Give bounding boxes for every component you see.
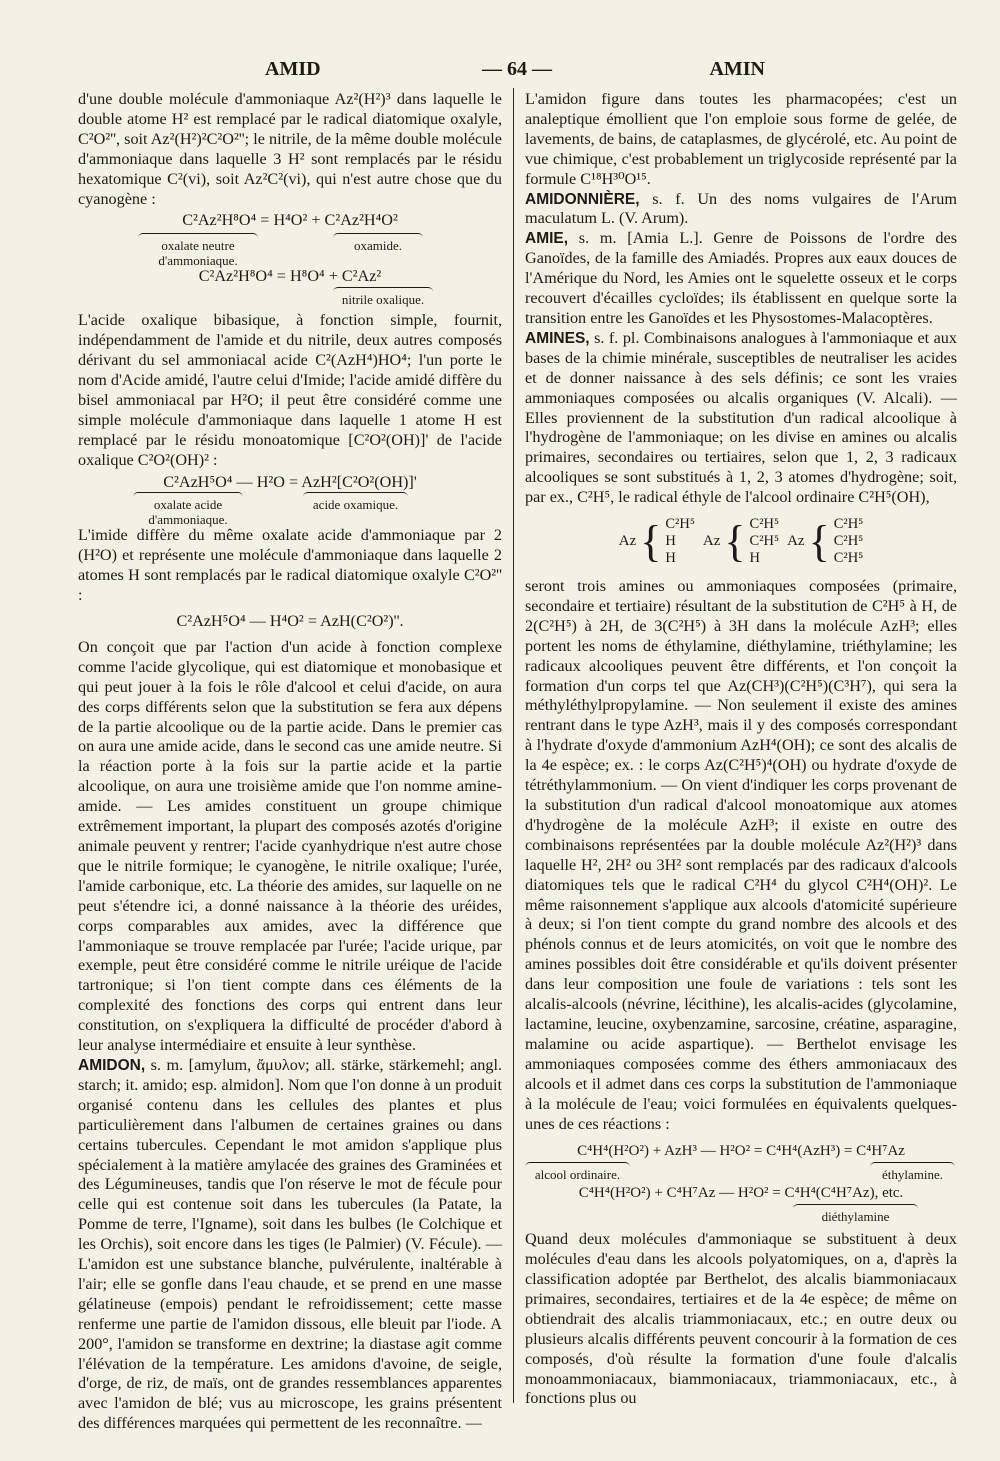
equation-diethylamine-labels <box>525 1204 957 1226</box>
entry-amines <box>525 329 957 508</box>
amide-continuation-paragraph: d'une double molécule d'ammoniaque Az²(H²)³ dans laquelle le double atome H² est remplacé par le radical diatomique oxalyle, C²O²'', soit Az²(H²)²C²O²''; le nitrile, de la même double molécule d'ammoniaque dans laquelle 3 H² sont remplacés par le résidu hexatomique C²(vi), soit Az²C²(vi), qui n'est autre chose que du cyanogène : <box>78 90 502 208</box>
label-ethylamine: éthylamine. <box>881 1167 943 1183</box>
entry-amidonniere-body: s. f. Un des noms vulgaires de l'Arum maculatum L. (V. Arum). <box>525 189 957 228</box>
headword-amidon: AMIDON, <box>78 1056 146 1074</box>
label-diethylamine: diéthylamine <box>821 1209 890 1225</box>
equation-ethylamine-labels <box>525 1162 957 1183</box>
imide-paragraph: L'imide diffère du même oxalate acide d'ammoniaque par 2 (H²O) et représente une molécule d'ammoniaque dans laquelle 2 atomes H sont remplacés par le radical diatomique oxalyle C²O²'' : <box>78 526 502 605</box>
polyatomic-alcohols-paragraph: Quand deux molécules d'ammoniaque se substituent à deux molécules d'eau dans les alcools polyatomiques, on a, d'après la classification adoptée par Berthelot, des alcalis biammoniacaux primaires, secondaires, tertiaires et de la 4e espèce; de même on obtiendrait des alcalis triammoniacaux, etc.; en outre deux ou plusieurs alcalis différents peuvent concourir à la formation de ces composés, d'où résulte la formation d'une foule d'alcalis monoammoniacaux, biammoniacaux, triammoniacaux, etc., à fonctions plus ou <box>525 1230 957 1408</box>
equation-oxamide-labels <box>78 231 502 269</box>
label-nitrile-oxalique: nitrile oxalique. <box>341 292 425 308</box>
amine-formula-table <box>525 516 957 567</box>
equation-ethylamine: C⁴H⁴(H²O²) + AzH³ — H²O² = C⁴H⁴(AzH³) = C⁴H⁷Az <box>577 1143 905 1160</box>
headword-amie: AMIE, <box>525 230 569 248</box>
entry-amidon-body: s. m. [amylum, ἄμυλον; all. stärke, stärkemehl; angl. starch; it. amido; esp. almidon]. Nom que l'on donne à un produit organisé contenu dans les cellules des plantes et plus particulièrement dans l'albumen de certaines graines ou dans certains tubercules. Cependant le mot amidon s'applique plus spécialement à la matière amylacée des graines des Graminées et des Légumineuses, tandis que l'on réserve le mot de fécule pour celle qui est contenue soit dans les tubercules (la Patate, la Pomme de terre, l'Igname), soit dans les bulbes (le Colchique et les Orchis), soit encore dans les tiges (le Palmier) (V. Fécule). — L'amidon est une substance blanche, pulvérulente, inaltérable à l'air; elle se gonfle dans l'eau chaude, et se prend en une masse gélatineuse (empois) pendant le refroidissement; cette masse renferme une partie de l'amidon dissous, elle bleuit par l'iode. A 200°, l'amidon se transforme en dextrine; la diastase agit comme l'élévation de la température. Les amidons d'avoine, de seigle, d'orge, de riz, de maïs, ont de grandes ressemblances apparentes avec l'amidon de blé; vus au microscope, les grains présentent des différences marquées qui permettent de les reconnaître. — <box>78 1055 502 1433</box>
right-column <box>525 90 957 1409</box>
running-header <box>60 58 950 92</box>
entry-amines-body: s. f. pl. Combinaisons analogues à l'ammoniaque et aux bases de la chimie minérale, susceptibles de neutraliser les acides et de donner naissance à des sels définis; ce sont les vraies ammoniaques composées ou alcalis organiques (V. Alcali). — Elles proviennent de la substitution d'un radical alcoolique à l'hydrogène de l'ammoniaque; on les divise en amines ou alcalis primaires, secondaires ou tertiaires, selon que 1, 2, 3 radicaux alcooliques se sont substitués à 1, 2, 3 atomes d'hydrogène; soit, par ex., C²H⁵, le radical éthyle de l'alcool ordinaire C²H⁵(OH), <box>525 328 957 507</box>
label-acide-oxamique: acide oxamique. <box>312 497 399 513</box>
label-oxamide: oxamide. <box>353 238 402 254</box>
amines-explanation-paragraph: seront trois amines ou ammoniaques composées (primaire, secondaire et tertiaire) résultant de la substitution de C²H⁵ à H, de 2(C²H⁵) à 2H, de 3(C²H⁵) à 3H dans la molécule AzH³; elles portent les noms de éthylamine, diéthylamine, triéthylamine; les radicaux alcooliques peuvent être différents, et l'on conçoit la formation d'un corps tel que Az(CH³)(C²H⁵)(C³H⁷), qui sera la méthyléthylpropylamine. — Non seulement il existe des amines rentrant dans le type AzH³, mais il y des composés correspondant à l'hydrate d'oxyde d'ammonium AzH⁴(OH); ce sont des alcalis de la 4e espèce; ex. : le corps Az(C²H⁵)⁴(OH) ou hydrate d'oxyde de tétréthylammonium. — On vient d'indiquer les corps provenant de la substitution d'un radical d'alcool monoatomique aux atomes d'hydrogène de la molécule AzH³; il existe en outre des combinaisons représentées par la double molécule Az²(H²)³ dans laquelle H², 2H² ou 3H² sont remplacés par des radicaux d'alcools diatomiques tels que le radical C²H⁴ du glycol C²H⁴(OH)². Le même raisonnement s'applique aux alcools d'atomicité supérieure à deux; si l'on tient compte du grand nombre des alcools et des phénols connus et de leurs atomicités, on voit que le nombre des amines possibles doit être considérable et qu'ils doivent présenter dans leur composition une foule de variations : tels sont les alcalis-alcools (névrine, lécithine), les alcalis-acides (glycolamine, lactamine, leucine, oxybenzamine, sarcosine, créatine, asparagine, malamine ou acide aspartique). — Berthelot envisage les ammoniaques composées comme des éthers ammoniacaux des alcools et il admet dans ces corps la substitution de l'ammoniaque à la molécule de l'eau; voici formulées en équivalents quelques-unes de ces réactions : <box>525 577 957 1133</box>
label-oxalate-acide: oxalate acide d'ammoniaque. <box>148 497 228 528</box>
label-alcool-ordinaire: alcool ordinaire. <box>534 1167 621 1183</box>
header-right-guide-word: AMIN <box>709 58 765 80</box>
acide-oxalique-paragraph: L'acide oxalique bibasique, à fonction simple, fournit, indépendamment de l'amide et du nitrile, deux autres composés dérivant du sel ammoniacal acide C²(AzH⁴)HO⁴; l'un porte le nom d'Acide amidé, l'autre celui d'Imide; l'acide amidé diffère du bisel ammoniacal par H²O; il peut être considéré comme une simple molécule d'ammoniaque dans laquelle 1 atome H est remplacé par le résidu monoatomique [C²O²(OH)]' de l'acide oxalique C²O²(OH)² : <box>78 311 502 469</box>
headword-amidonniere: AMIDONNIÈRE, <box>525 190 640 208</box>
equation-diethylamine: C⁴H⁴(H²O²) + C⁴H⁷Az — H²O² = C⁴H⁴(C⁴H⁷Az), etc. <box>578 1185 904 1202</box>
equation-acide-oxamique: C²AzH⁵O⁴ — H²O = AzH²[C²O²(OH)]' <box>163 472 417 491</box>
secondary-amine-formula: Az { C²H⁵ C²H⁵ H <box>702 516 780 567</box>
equation-imide: C²AzH⁵O⁴ — H⁴O² = AzH(C²O²)''. <box>176 612 404 631</box>
page-number: — 64 — <box>482 58 552 80</box>
amidon-continuation-paragraph: L'amidon figure dans toutes les pharmacopées; c'est un analeptique émollient que l'on emploie sous forme de gelée, de lavements, de bains, de cataplasmes, de glycérolé, etc. Au point de vue chimique, c'est probablement un triglycoside représenté par la formule C¹⁸H³⁰O¹⁵. <box>525 90 957 188</box>
label-oxalate-neutre: oxalate neutre d'ammoniaque. <box>158 238 238 269</box>
entry-amie <box>525 229 957 329</box>
header-left-guide-word: AMID <box>265 58 321 80</box>
primary-amine-formula: Az { C²H⁵ H H <box>618 516 695 567</box>
entry-amidonniere <box>525 190 957 230</box>
equation-oxamide: C²Az²H⁸O⁴ = H⁴O² + C²Az²H⁴O² <box>182 211 398 230</box>
equation-nitrile-labels <box>78 287 502 307</box>
acide-glycolique-paragraph: On conçoit que par l'action d'un acide à fonction complexe comme l'acide glycolique, qui est diatomique et monobasique et qui peut jouer à la fois le rôle d'alcool et celui d'acide, on aura des corps différents selon que la substitution se fera aux dépens de la partie alcoolique ou de la partie acide. Dans le premier cas on aura une amide acide, dans le second cas une amide neutre. Si la réaction porte à la fois sur la partie acide et la partie alcoolique, on aura une troisième amide que l'on nomme amine-amide. — Les amides constituent un groupe chimique extrêmement important, la plupart des composés azotés d'origine animale peuvent y rentrer; l'acide cyanhydrique n'est autre chose que le nitrile formique; le cyanogène, le nitrile oxalique; l'urée, l'amide carbonique, etc. La théorie des amides, sur laquelle on ne peut s'étendre ici, a donné naissance à la théorie des uréides, corps comparables aux amides, avec la différence que l'ammoniaque se trouve remplacée par l'urée; l'acide urique, par exemple, peut être considéré comme le nitrile uréique de l'acide tartronique; si l'on tient compte dans ces éléments de la complexité des fonctions des corps qui entrent dans leur constitution, on s'expliquera la difficulté de procéder d'abord à leur analyse intermédiaire et ensuite à leur synthèse. <box>78 637 502 1055</box>
entry-amie-body: s. m. [Amia L.]. Genre de Poissons de l'ordre des Ganoïdes, de la famille des Amiadés. Propres aux eaux douces de l'Amérique du Nord, les Amies ont le squelette osseux et le corps recouvert d'écailles cycloïdes; ils établissent en quelque sorte la transition entre les Ganoïdes et les Physostomes-Malacoptères. <box>525 229 957 327</box>
left-column <box>78 90 502 1434</box>
column-divider <box>513 88 514 1403</box>
entry-amidon <box>78 1056 502 1434</box>
equation-acide-oxamique-labels <box>78 492 502 528</box>
tertiary-amine-formula: Az { C²H⁵ C²H⁵ C²H⁵ <box>787 516 864 567</box>
equation-nitrile: C²Az²H⁸O⁴ = H⁸O⁴ + C²Az² <box>198 267 382 286</box>
headword-amines: AMINES, <box>525 329 590 347</box>
